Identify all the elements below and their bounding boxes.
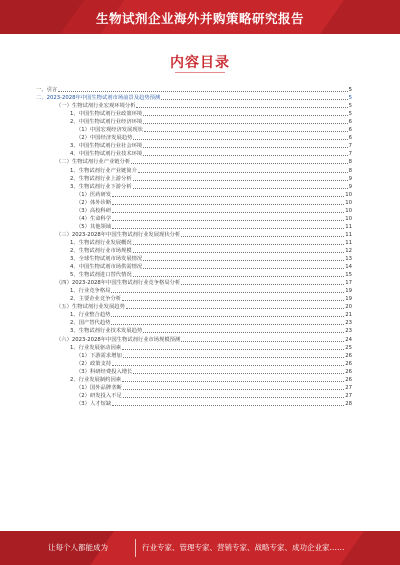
toc-entry[interactable] (36, 158, 352, 166)
table-of-contents (36, 86, 352, 408)
toc-entry-label: 1、中国生物试剂行业政策环境 (70, 111, 143, 118)
toc-entry-label: 2、国产替代趋势 (70, 320, 111, 327)
toc-entry-label: 2、行业发展制约因素 (70, 376, 122, 383)
toc-entry-label: 3、全球生物试剂市场发展情况 (70, 256, 143, 263)
toc-leader-dots (58, 91, 347, 92)
toc-entry-label: （2）中国经济发展趋势 (76, 135, 133, 142)
toc-entry[interactable] (36, 335, 352, 343)
toc-leader-dots (143, 155, 347, 156)
toc-leader-dots (126, 308, 344, 309)
toc-leader-dots (133, 252, 345, 253)
toc-leader-dots (112, 212, 344, 213)
toc-entry-page: 25 (345, 344, 352, 351)
toc-entry[interactable] (36, 118, 352, 126)
toc-title-underline (175, 72, 225, 73)
toc-leader-dots (143, 268, 344, 269)
toc-entry-label: 一、引言 (36, 87, 58, 94)
toc-entry-page: 9 (348, 175, 352, 182)
toc-entry[interactable] (36, 126, 352, 134)
toc-entry[interactable] (36, 392, 352, 400)
toc-entry[interactable] (36, 150, 352, 158)
toc-leader-dots (133, 139, 347, 140)
toc-entry-label: （5）其他领域 (76, 223, 112, 230)
toc-title: 内容目录 (170, 55, 230, 71)
toc-leader-dots (181, 236, 344, 237)
toc-leader-dots (122, 349, 344, 350)
toc-leader-dots (143, 332, 344, 333)
toc-entry-page: 11 (345, 239, 352, 246)
toc-entry[interactable] (36, 360, 352, 368)
toc-leader-dots (138, 172, 348, 173)
toc-entry[interactable] (36, 303, 352, 311)
toc-entry[interactable] (36, 239, 352, 247)
toc-entry[interactable] (36, 134, 352, 142)
toc-entry-label: 1、行业发展驱动因素 (70, 344, 122, 351)
toc-entry[interactable] (36, 247, 352, 255)
toc-entry-label: 3、生物试剂行业下游分析 (70, 183, 132, 190)
toc-entry-page: 19 (345, 296, 352, 303)
toc-entry-label: （四）2023-2028年中国生物试剂行业竞争格局分析 (56, 280, 181, 287)
toc-entry-label: （4）生命科学 (76, 215, 112, 222)
toc-entry-page: 13 (345, 256, 352, 263)
toc-entry-page: 10 (345, 215, 352, 222)
toc-entry-label: （2）政策支持 (76, 360, 112, 367)
toc-leader-dots (133, 373, 344, 374)
toc-leader-dots (144, 131, 348, 132)
toc-entry[interactable] (36, 199, 352, 207)
toc-leader-dots (112, 220, 344, 221)
toc-leader-dots (112, 365, 344, 366)
toc-entry[interactable] (36, 207, 352, 215)
toc-entry-page: 5 (348, 103, 352, 110)
toc-entry[interactable] (36, 102, 352, 110)
toc-leader-dots (181, 341, 344, 342)
toc-entry-page: 24 (345, 336, 352, 343)
report-title: 生物试剂企业海外并购策略研究报告 (95, 11, 304, 26)
toc-entry[interactable] (36, 327, 352, 335)
toc-leader-dots (181, 284, 344, 285)
footer-roles: 行业专家、管理专家、营销专家、战略专家、成功企业家…… (142, 543, 345, 552)
toc-entry-label: （二）生物试剂行业产业链分析 (56, 159, 131, 166)
toc-entry-label: 1、行业整合趋势 (70, 312, 111, 319)
toc-entry-page: 26 (345, 360, 352, 367)
toc-entry-label: （3）人才短缺 (76, 400, 112, 407)
toc-entry[interactable] (36, 376, 352, 384)
toc-entry-label: （3）高校科研 (76, 207, 112, 214)
toc-leader-dots (131, 163, 347, 164)
toc-leader-dots (111, 324, 344, 325)
toc-entry-page: 5 (348, 95, 352, 102)
toc-entry-label: （1）国外品牌垄断 (76, 384, 122, 391)
report-header (0, 0, 400, 34)
toc-entry-page: 21 (345, 312, 352, 319)
toc-leader-dots (122, 300, 344, 301)
toc-entry-label: （1）中国宏观经济发展现状 (76, 127, 143, 134)
toc-entry-page: 8 (348, 159, 352, 166)
toc-entry[interactable] (36, 142, 352, 150)
toc-entry-page: 15 (345, 272, 352, 279)
toc-leader-dots (161, 99, 347, 100)
toc-entry-label: 2、主要企业竞争分析 (70, 296, 122, 303)
toc-entry-page: 11 (345, 223, 352, 230)
toc-leader-dots (111, 316, 344, 317)
toc-entry-page: 27 (345, 384, 352, 391)
toc-entry-page: 26 (345, 376, 352, 383)
toc-entry-label: （三）2023-2028年中国生物试剂行业发展现状分析 (56, 231, 181, 238)
toc-entry-label: （五）生物试剂行业发展趋势 (56, 304, 125, 311)
toc-leader-dots (111, 292, 344, 293)
toc-entry-page: 27 (345, 392, 352, 399)
toc-entry-label: 2、生物试剂行业市场规模 (70, 247, 132, 254)
toc-entry-label: 4、中国生物试剂行业技术环境 (70, 151, 143, 158)
toc-leader-dots (123, 357, 345, 358)
footer-slogan: 让每个人都能成为 (48, 543, 108, 552)
toc-entry[interactable] (36, 271, 352, 279)
toc-leader-dots (112, 196, 344, 197)
toc-entry-page: 17 (345, 280, 352, 287)
toc-leader-dots (112, 405, 344, 406)
toc-leader-dots (123, 389, 345, 390)
toc-entry-page: 5 (348, 87, 352, 94)
toc-entry-label: （1）下游需求增加 (76, 352, 122, 359)
toc-entry-page: 6 (348, 135, 352, 142)
toc-leader-dots (136, 107, 347, 108)
toc-entry-page: 10 (345, 191, 352, 198)
toc-entry[interactable] (36, 255, 352, 263)
toc-leader-dots (143, 115, 347, 116)
toc-entry-label: 5、生物试剂进口替代情况 (70, 272, 132, 279)
toc-entry[interactable] (36, 352, 352, 360)
toc-entry-page: 7 (348, 151, 352, 158)
toc-entry-label: （2）研发投入不足 (76, 392, 122, 399)
toc-entry[interactable] (36, 215, 352, 223)
toc-entry[interactable] (36, 175, 352, 183)
toc-entry-page: 8 (348, 167, 352, 174)
footer-divider (135, 539, 136, 557)
toc-entry[interactable] (36, 231, 352, 239)
toc-entry-page: 14 (345, 264, 352, 271)
toc-leader-dots (133, 180, 348, 181)
toc-entry[interactable] (36, 223, 352, 231)
toc-entry-label: 3、生物试剂行业技术发展趋势 (70, 328, 143, 335)
toc-entry[interactable] (36, 311, 352, 319)
toc-entry[interactable] (36, 344, 352, 352)
toc-entry-label: （1）医药研发 (76, 191, 112, 198)
toc-leader-dots (112, 228, 344, 229)
report-footer (0, 531, 400, 565)
toc-entry-page: 7 (348, 143, 352, 150)
toc-leader-dots (143, 123, 347, 124)
toc-entry-page: 28 (345, 400, 352, 407)
toc-entry-label: 2、中国生物试剂行业经济环境 (70, 119, 143, 126)
toc-entry-label: 1、生物试剂行业发展概况 (70, 239, 132, 246)
toc-entry[interactable] (36, 183, 352, 191)
toc-leader-dots (133, 244, 345, 245)
toc-entry-page: 26 (345, 352, 352, 359)
toc-entry-page: 5 (348, 111, 352, 118)
toc-entry-page: 10 (345, 207, 352, 214)
toc-entry[interactable] (36, 279, 352, 287)
toc-entry-page: 6 (348, 127, 352, 134)
toc-entry-page: 20 (345, 304, 352, 311)
toc-entry-page: 26 (345, 368, 352, 375)
toc-entry-label: （2）体外诊断 (76, 199, 112, 206)
toc-entry-label: （六）2023-2028年中国生物试剂行业市场规模预测 (56, 336, 181, 343)
toc-entry-label: 1、生物试剂行业产业链简介 (70, 167, 137, 174)
toc-leader-dots (143, 147, 347, 148)
toc-entry[interactable] (36, 319, 352, 327)
toc-entry-page: 6 (348, 119, 352, 126)
toc-leader-dots (133, 276, 345, 277)
toc-entry-label: 3、中国生物试剂行业社会环境 (70, 143, 143, 150)
toc-entry[interactable] (36, 166, 352, 174)
toc-entry-label: （3）科研经费投入增长 (76, 368, 133, 375)
toc-leader-dots (133, 188, 348, 189)
toc-entry-label: 4、中国生物试剂市场供需情况 (70, 264, 143, 271)
toc-entry[interactable] (36, 110, 352, 118)
toc-entry-label: 1、行业竞争格局 (70, 288, 111, 295)
toc-entry-label: 2、生物试剂行业上游分析 (70, 175, 132, 182)
toc-entry[interactable] (36, 295, 352, 303)
toc-entry-page: 23 (345, 328, 352, 335)
toc-entry[interactable] (36, 400, 352, 408)
toc-entry-label: （一）生物试剂行业宏观环境分析 (56, 103, 136, 110)
toc-leader-dots (112, 204, 344, 205)
toc-entry[interactable] (36, 287, 352, 295)
toc-entry-page: 19 (345, 288, 352, 295)
toc-leader-dots (143, 260, 344, 261)
toc-entry[interactable] (36, 94, 352, 102)
toc-entry[interactable] (36, 191, 352, 199)
toc-entry[interactable] (36, 86, 352, 94)
toc-entry-page: 10 (345, 199, 352, 206)
toc-leader-dots (123, 397, 345, 398)
toc-leader-dots (122, 381, 344, 382)
toc-entry-page: 23 (345, 320, 352, 327)
toc-entry[interactable] (36, 384, 352, 392)
toc-entry-label: 二、2023-2028年中国生物试剂市场前景及趋势预测 (36, 95, 161, 102)
toc-entry[interactable] (36, 368, 352, 376)
toc-entry[interactable] (36, 263, 352, 271)
toc-entry-page: 12 (345, 247, 352, 254)
toc-entry-page: 11 (345, 231, 352, 238)
toc-entry-page: 9 (348, 183, 352, 190)
